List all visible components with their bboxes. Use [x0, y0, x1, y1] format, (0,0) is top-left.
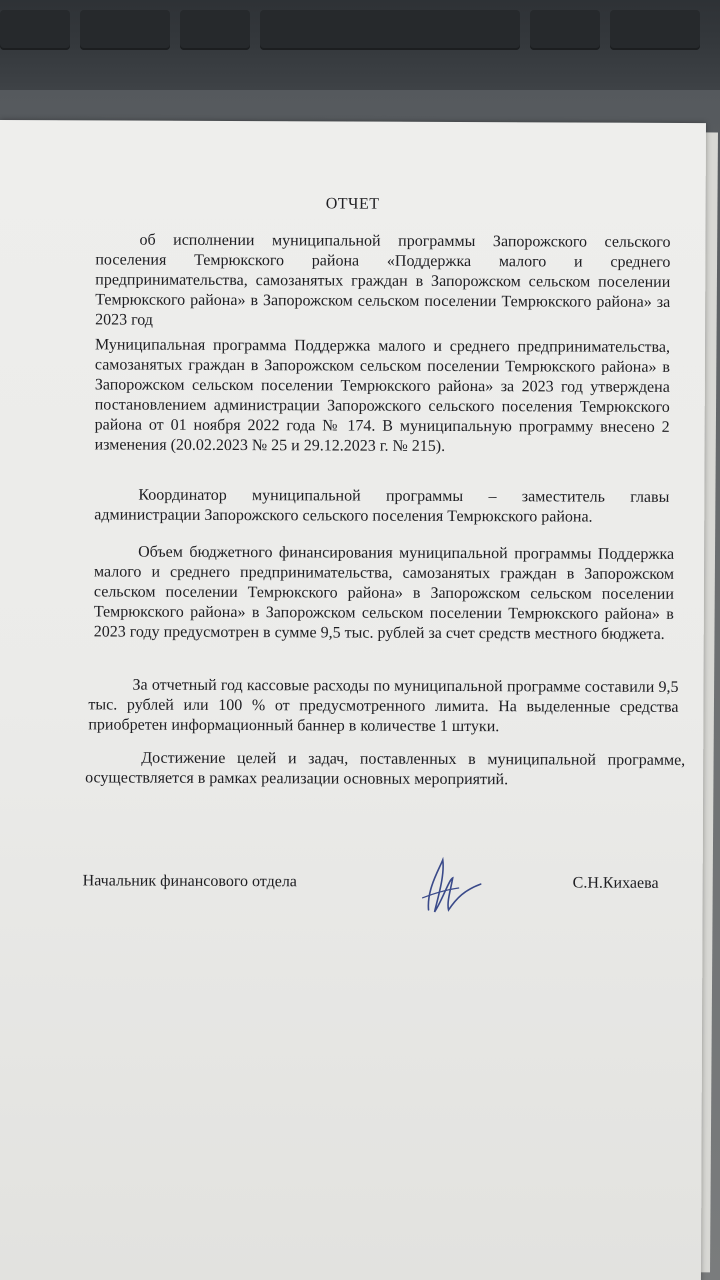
- handwritten-signature: [409, 850, 489, 920]
- paragraph-goals: Достижение целей и задач, поставленных в муниципальной программе, осуществляется в рамках реализации основных мероприятий.: [85, 749, 686, 789]
- keyboard-key: [610, 10, 700, 50]
- paragraph-budget: Объем бюджетного финансирования муниципальной программы Поддержка малого и среднего предпринимательства, самозанятых граждан в Запорожском сельском поселении Темрюкского района» в Запорожском сельском поселении Темрюкского района» в Запорожском сельском поселении Темрюкского района» в 2023 году предусмотрен в сумме 9,5 тыс. рублей за счет средств местного бюджета.: [93, 543, 675, 643]
- paragraph-coordinator: Координатор муниципальной программы – заместитель главы администрации Запорожского сельского поселения Темрюкского района.: [94, 486, 670, 526]
- document-page: [0, 120, 706, 1280]
- paragraph-expenses: За отчетный год кассовые расходы по муниципальной программе составили 9,5 тыс. рублей или 100 % от предусмотренного лимита. На выделенные средства приобретен информационный баннер в количестве 1 штуки.: [88, 676, 679, 736]
- keyboard-key: [260, 10, 520, 50]
- paragraph-program: Муниципальная программа Поддержка малого и среднего предпринимательства, самозанятых граждан в Запорожском сельском поселении Темрюкского района» в Запорожском сельском поселении Темрюкского района» за 2023 год утверждена постановлением администрации Запорожского сельского поселения Темрюкского района от 01 ноября 2022 года № 174. В муниципальную программу внесено 2 изменения (20.02.2023 № 25 и 29.12.2023 г. № 215).: [94, 336, 671, 455]
- keyboard-key: [0, 10, 70, 50]
- document-title: ОТЧЕТ: [325, 195, 380, 213]
- document-subtitle: об исполнении муниципальной программы Запорожского сельского поселения Темрюкского района «Поддержка малого и среднего предпринимательства, самозанятых граждан в Запорожском сельском поселении Темрюкского района» в Запорожском сельском поселении Темрюкского района» за 2023 год: [95, 231, 671, 329]
- keyboard-key: [80, 10, 170, 50]
- signer-name: С.Н.Кихаева: [572, 874, 659, 892]
- keyboard-key: [530, 10, 600, 50]
- keyboard-key: [180, 10, 250, 50]
- keyboard: [0, 0, 720, 90]
- signer-position: Начальник финансового отдела: [82, 872, 297, 891]
